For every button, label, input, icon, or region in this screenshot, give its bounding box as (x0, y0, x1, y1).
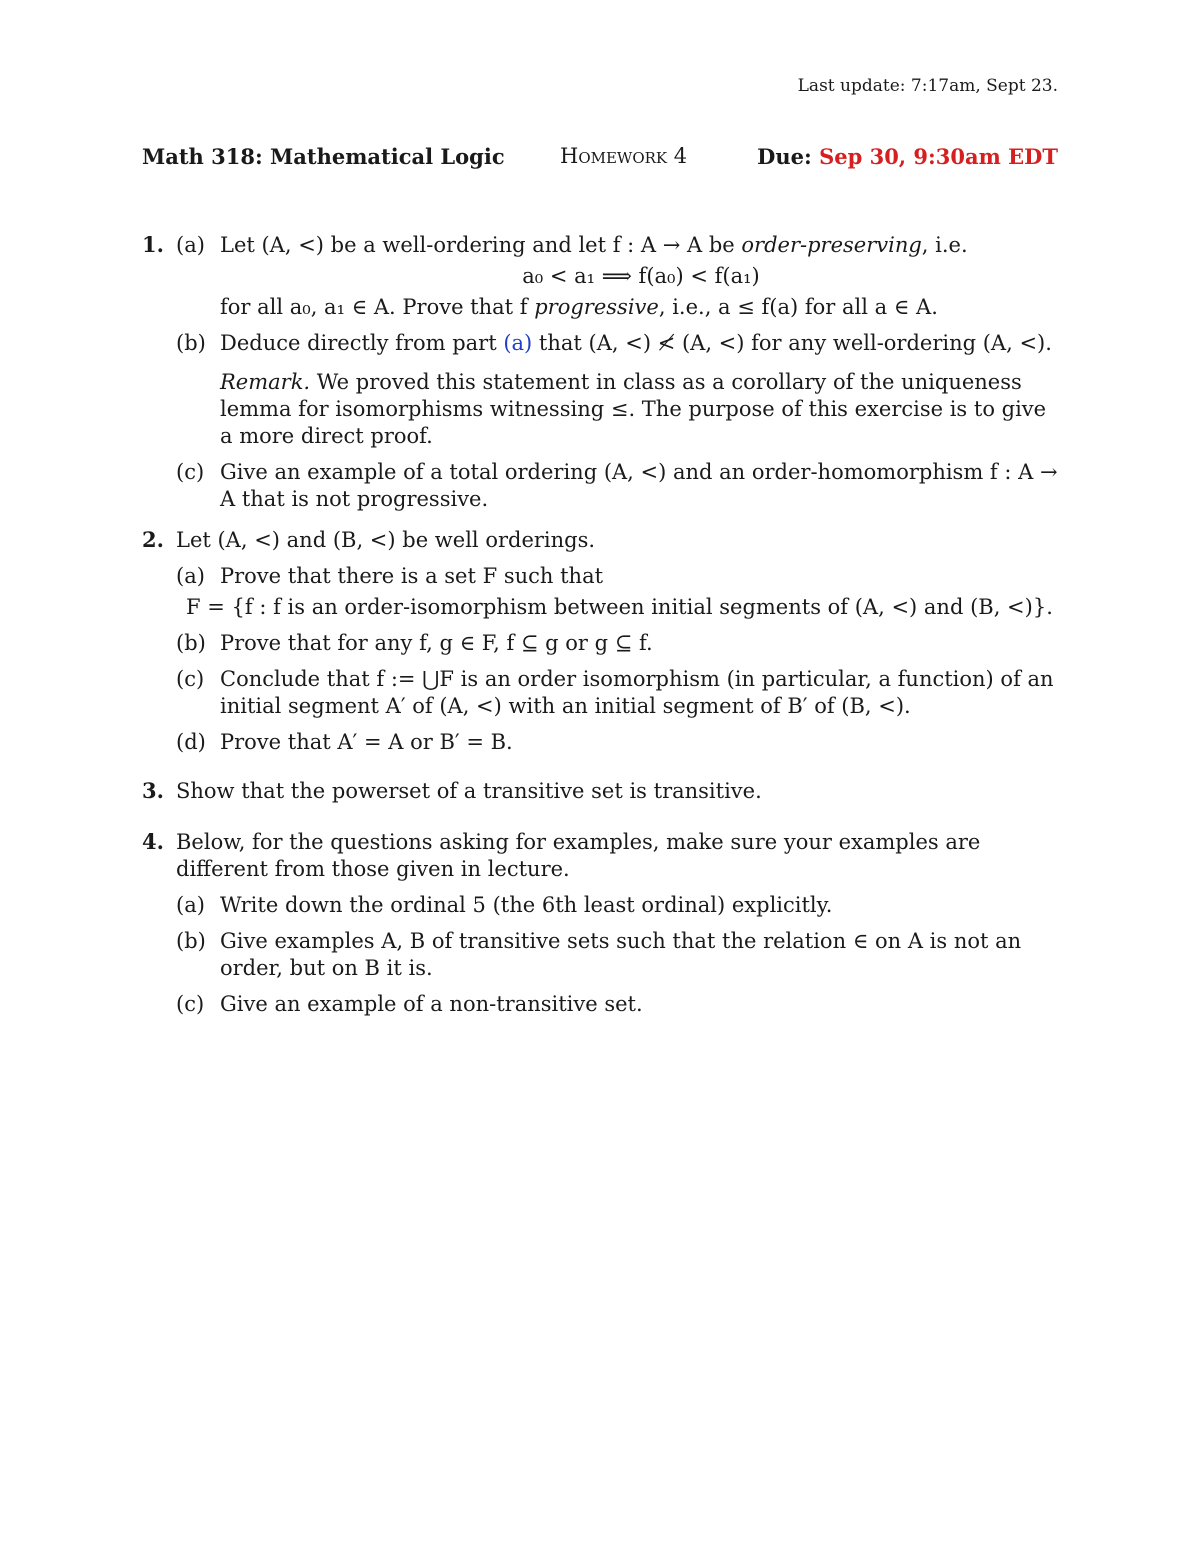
problem-number: 4. (142, 829, 164, 854)
problem-number: 3. (142, 778, 164, 803)
part-text: Prove that for any f, g ∈ F, f ⊆ g or g ⊆ f. (220, 631, 653, 655)
part-text: Prove that there is a set F such that (220, 564, 604, 588)
part-text: Give examples A, B of transitive sets such that the relation ∈ on A is not an order, but on B it is. (220, 929, 1022, 980)
remark (220, 369, 1062, 450)
due-label: Due: (757, 144, 812, 169)
due-date: Sep 30, 9:30am EDT (819, 144, 1058, 169)
emphasis-term: progressive (534, 295, 659, 319)
problem-2b (176, 630, 1062, 657)
homework-title: Homework 4 (560, 144, 688, 168)
remark-text: We proved this statement in class as a corollary of the uniqueness lemma for isomorphisms witnessing ≤. The purpose of this exercise is to give a more direct proof. (220, 370, 1047, 448)
problem-4a (176, 892, 1062, 919)
problem-intro: Below, for the questions asking for examples, make sure your examples are different from those given in lecture. (176, 830, 981, 881)
display-formula: F = {f : f is an order-isomorphism between initial segments of (A, <) and (B, <)}. (186, 595, 1053, 619)
part-a-reference-link[interactable]: (a) (503, 331, 533, 355)
part-label: (d) (176, 730, 206, 754)
display-formula: a₀ < a₁ ⟹ f(a₀) < f(a₁) (522, 264, 760, 288)
due-line (757, 144, 1058, 169)
part-label: (b) (176, 631, 206, 655)
part-label: (a) (176, 233, 205, 257)
part-text: , i.e. (921, 233, 968, 257)
part-label: (c) (176, 460, 205, 484)
course-title: Math 318: Mathematical Logic (142, 144, 505, 169)
problem-2 (142, 527, 1062, 756)
problem-list (142, 232, 1062, 1032)
part-label: (b) (176, 331, 206, 355)
document-header (142, 144, 1058, 174)
part-label: (a) (176, 893, 205, 917)
problem-4b (176, 928, 1062, 982)
problem-2c (176, 666, 1062, 720)
part-text: Deduce directly from part (220, 331, 504, 355)
problem-intro: Let (A, <) and (B, <) be well orderings. (176, 528, 596, 552)
part-text: Give an example of a non-transitive set. (220, 992, 643, 1016)
problem-4c (176, 991, 1062, 1018)
problem-2d (176, 729, 1062, 756)
problem-1b (176, 330, 1062, 450)
problem-4 (142, 829, 1062, 1018)
part-text: Conclude that f := ⋃F is an order isomorphism (in particular, a function) of an initial segment A′ of (A, <) with an initial segment of B′ of (B, <). (220, 667, 1054, 718)
emphasis-term: order-preserving (741, 233, 922, 257)
part-label: (a) (176, 564, 205, 588)
last-update-note: Last update: 7:17am, Sept 23. (797, 76, 1058, 96)
part-text: Let (A, <) be a well-ordering and let f : A → A be (220, 233, 742, 257)
part-text: Prove that A′ = A or B′ = B. (220, 730, 513, 754)
problem-2a (176, 563, 1062, 621)
problem-number: 2. (142, 527, 164, 552)
remark-label: Remark. (220, 370, 311, 394)
problem-1 (142, 232, 1062, 513)
problem-1c (176, 459, 1062, 513)
part-text: that (A, <) ≮ (A, <) for any well-ordering (A, <). (532, 331, 1052, 355)
part-continuation: for all a₀, a₁ ∈ A. Prove that f progressive, i.e., a ≤ f(a) for all a ∈ A. (220, 295, 938, 319)
problem-3 (142, 778, 1062, 805)
part-text: Write down the ordinal 5 (the 6th least ordinal) explicitly. (220, 893, 833, 917)
part-text: Give an example of a total ordering (A, <) and an order-homomorphism f : A → A that is not progressive. (220, 460, 1058, 511)
problem-1a (176, 232, 1062, 321)
part-label: (c) (176, 667, 205, 691)
problem-number: 1. (142, 232, 164, 257)
part-label: (c) (176, 992, 205, 1016)
problem-intro: Show that the powerset of a transitive set is transitive. (176, 779, 762, 803)
part-label: (b) (176, 929, 206, 953)
